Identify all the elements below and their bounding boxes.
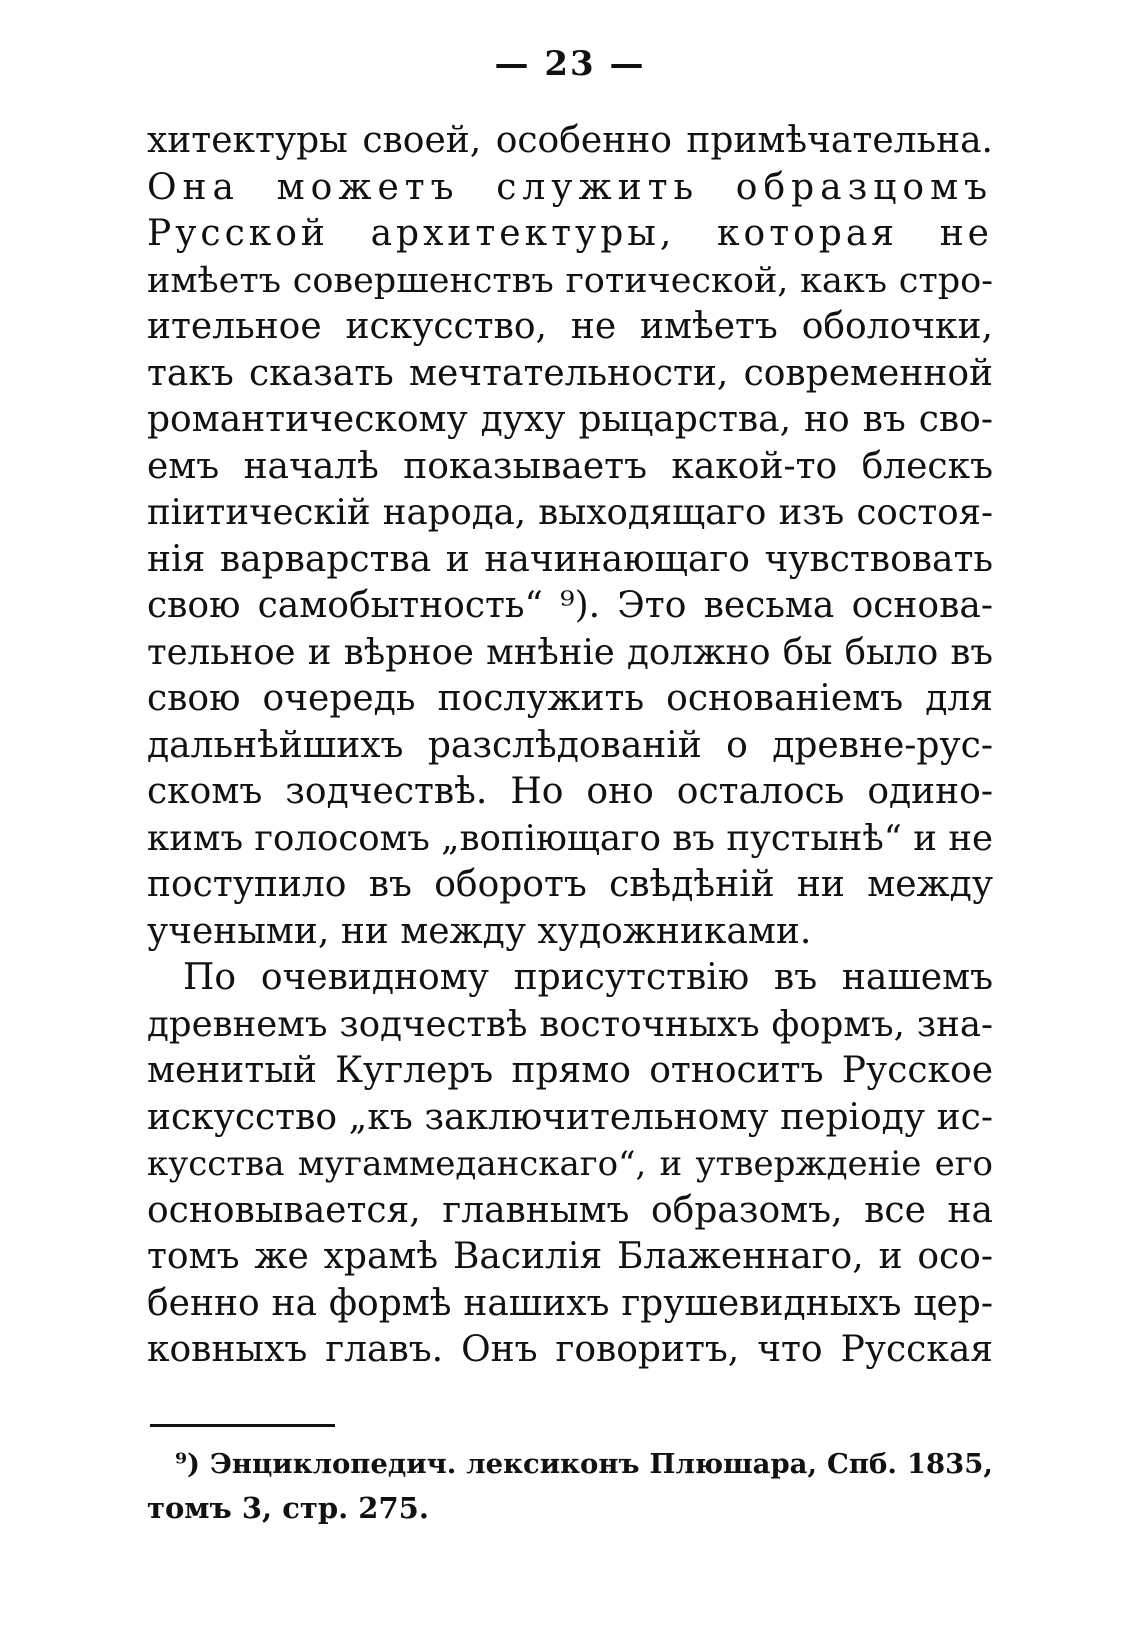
text-line: хитектуры своей, особенно примѣчательна. [147, 120, 993, 161]
text-line: Она можетъ служить образцомъ [147, 166, 993, 208]
text-line: такъ сказать мечтательности, современной [147, 352, 993, 394]
body-text [147, 118, 993, 1374]
text-line: свою очередь послужить основаніемъ для [147, 678, 993, 719]
text-line: тельное и вѣрное мнѣніе должно бы было въ [147, 631, 993, 673]
text-line: піитическій народа, выходящаго изъ состоя- [147, 492, 993, 533]
text-line: основывается, главнымъ образомъ, все на [147, 1189, 993, 1231]
text-line: свою самобытность“ ⁹). Это весьма основа- [147, 585, 993, 626]
text-line: ительное искусство, не имѣетъ оболочки, [147, 306, 993, 347]
footnote-line: томъ 3, стр. 275. [147, 1491, 429, 1525]
text-line: учеными, ни между художниками. [147, 910, 812, 952]
text-line: емъ началѣ показываетъ какой-то блескъ [147, 445, 993, 487]
text-line: По очевидному присутствію въ нашемъ [183, 957, 993, 998]
text-line: бенно на формѣ нашихъ грушевидныхъ цер- [147, 1282, 993, 1324]
text-line: менитый Куглеръ прямо относитъ Русское [147, 1050, 993, 1091]
text-line: романтическому духу рыцарства, но въ сво- [147, 399, 993, 440]
text-line: скомъ зодчествѣ. Но оно осталось одино- [147, 771, 993, 812]
page-number: — 23 — [494, 44, 646, 84]
text-line: дальнѣйшихъ разслѣдованій о древне-рус- [147, 724, 993, 766]
text-line: ковныхъ главъ. Онъ говоритъ, что Русская [147, 1329, 993, 1370]
footnote-line: ⁹) Энциклопедич. лексиконъ Плюшара, Спб. 1835, [175, 1448, 993, 1480]
text-line: Русской архитектуры, которая не [147, 213, 993, 254]
text-line: имѣетъ совершенствъ готической, какъ стро- [147, 260, 993, 301]
text-line: нія варварства и начинающаго чувствовать [147, 538, 993, 580]
text-line: поступило въ оборотъ свѣдѣній ни между [147, 864, 993, 905]
text-line: искусство „къ заключительному періоду ис- [147, 1096, 993, 1138]
text-line: древнемъ зодчествѣ восточныхъ формъ, зна- [147, 1003, 993, 1045]
text-line: кимъ голосомъ „вопіющаго въ пустынѣ“ и не [147, 817, 993, 859]
text-line: кусства мугаммеданскаго“, и утвержденіе его [147, 1144, 993, 1184]
text-line: томъ же храмѣ Василія Блаженнаго, и осо- [147, 1236, 993, 1277]
footnotes [147, 1442, 993, 1530]
footnote-divider [150, 1424, 335, 1427]
